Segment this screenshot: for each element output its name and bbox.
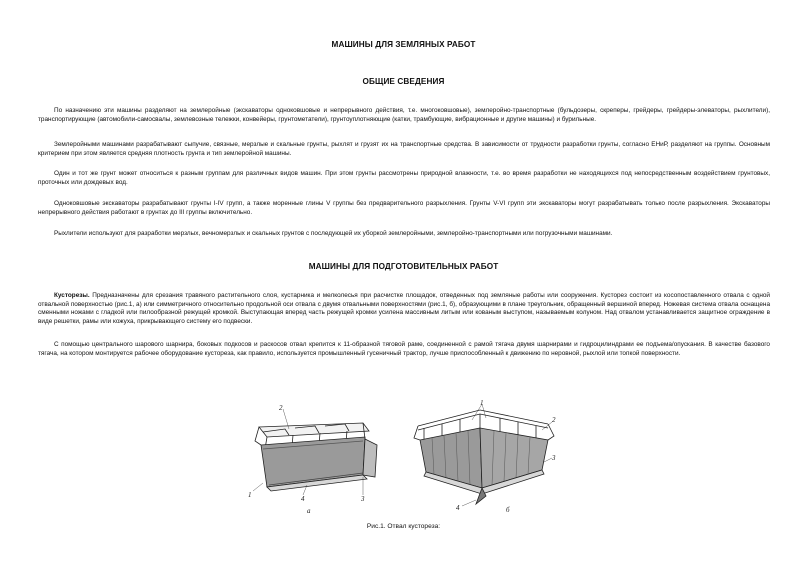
figure-blade-b xyxy=(402,400,567,515)
term-brush-cutters: Кусторезы. xyxy=(54,292,90,299)
section-heading-preparatory: МАШИНЫ ДЛЯ ПОДГОТОВИТЕЛЬНЫХ РАБОТ xyxy=(308,262,499,271)
paragraph: Одноковшовые экскаваторы разрабатывают грунты I-IV групп, а также моренные глины V группы без предварительного разрыхления. Грунты V-VI групп эти экскаваторы могут разрабатывать только после разрыхления. Экскаваторы непрерывного действия работают в грунтах до III группы включительно. xyxy=(38,200,770,216)
paragraph: Рыхлители используют для разработки мерзлых, вечномерзлых и скальных грунтов с последующей их уборкой землеройными, землеройно-транспортными или погрузочными машинами. xyxy=(54,230,613,237)
figure-label: 2 xyxy=(552,416,556,424)
paragraph: Один и тот же грунт может относиться к разным группам для различных видов машин. При этом грунты рассмотрены природной влажности, т.е. во время разработки не находящихся под непосредственным воздействием грунтовых, проточных или дождевых вод. xyxy=(38,170,770,186)
paragraph-text: Предназначены для срезания травяного растительного слоя, кустарника и мелколесья при расчистке площадок, отведенных под земляные работы или сооружения. Кусторез состоит из косопоставленного отвала с одной отвальной поверхностью (рис.1, а) или симметричного относительно продольной оси отвала с двумя отвальными поверхностями (рис.1, б), образующими в плане треугольник, обращенный вершиной вперед. Ножевая система отвала оснащена сменными ножами с гладкой или пилообразной режущей кромкой. Выступающая вперед часть режущей кромки усилена массивным литым или кованым выступом, называемым колуном. Над отвалом устанавливается защитное ограждение в виде решетки, рамы или кожуха, прикрывающего систему его подвески. xyxy=(38,292,770,325)
paragraph-brush-cutters xyxy=(38,292,770,326)
figure-label: 1 xyxy=(480,400,484,407)
figure-blade-a xyxy=(245,405,395,515)
figure-label: 3 xyxy=(361,495,365,503)
figure-sublabel: а xyxy=(307,507,311,515)
paragraph: По назначению эти машины разделяют на землеройные (экскаваторы одноковшовые и непрерывного действия, т.е. многоковшовые), землеройно-транспортные (бульдозеры, скреперы, грейдеры, грейдеры-элеваторы, рыхлители), транспортирующие (автомобили-самосвалы, землевозные тележки, конвейеры, грунтометатели), грунтоуплотняющие (катки, трамбующие, вибрационные и другие машины) и бурильные. xyxy=(38,107,770,123)
document-title: МАШИНЫ ДЛЯ ЗЕМЛЯНЫХ РАБОТ xyxy=(331,40,476,49)
figure-label: 3 xyxy=(552,454,556,462)
figure-caption: Рис.1. Отвал кустореза: xyxy=(366,523,441,530)
figure-label: 4 xyxy=(456,504,460,512)
paragraph: С помощью центрального шарового шарнира, боковых подкосов и раскосов отвал крепится к 11-образной тяговой раме, соединенной с рамой тягача двумя шарнирами и гидроцилиндрами ее подъема/опускания. В качестве базового тягача, на котором монтируется рабочее оборудование кустореза, как правило, используется промышленный гусеничный трактор, лучше приспособленный к движению по неровной, рыхлой или топкой поверхности. xyxy=(38,341,770,357)
section-heading-general: ОБЩИЕ СВЕДЕНИЯ xyxy=(362,77,445,86)
paragraph: Землеройными машинами разрабатывают сыпучие, связные, мерзлые и скальные грунты, рыхлят и грузят их на транспортные средства. В зависимости от трудности разработки грунты, согласно ЕНиР, разделяют на группы. Основным критерием при этом является средняя плотность грунта и тип землеройной машины. xyxy=(38,141,770,157)
figure-label: 2 xyxy=(279,405,283,412)
figure-label: 4 xyxy=(301,495,305,503)
figure-label: 1 xyxy=(248,491,252,499)
figure-sublabel: б xyxy=(506,506,510,514)
